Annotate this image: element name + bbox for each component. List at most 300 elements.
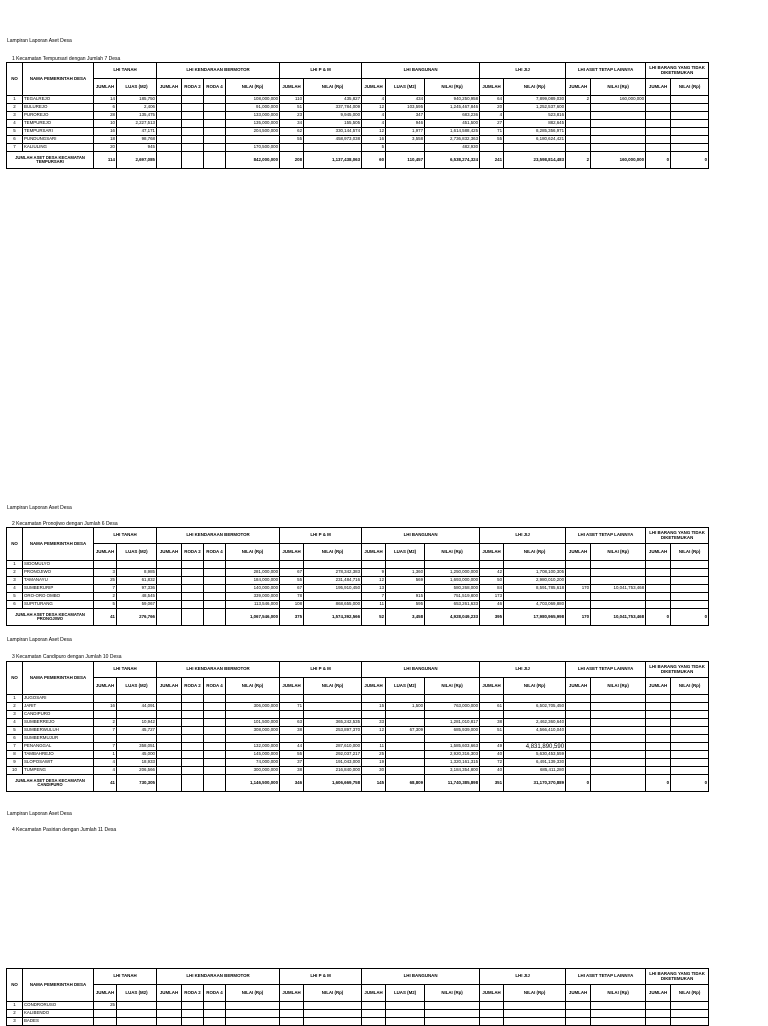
table-cell: [504, 1010, 566, 1018]
total-cell: 6,538,274,324: [425, 152, 480, 169]
table-cell: [591, 569, 646, 577]
table-cell: [204, 104, 226, 112]
table-cell: TEGALREJO: [23, 96, 94, 104]
table-cell: [386, 585, 425, 593]
table-cell: [566, 727, 591, 735]
table-cell: 40: [480, 751, 504, 759]
table-cell: [362, 1018, 386, 1026]
table-cell: CONDRORUSO: [23, 1002, 94, 1010]
table-cell: [362, 1002, 386, 1010]
table-cell: [157, 112, 182, 120]
header-col: JUMLAH: [94, 79, 117, 96]
table-cell: 133,000,000: [226, 112, 280, 120]
table-cell: 4: [7, 585, 23, 593]
table-cell: [671, 759, 709, 767]
table-cell: [182, 144, 204, 152]
header-col: NILAI (Rp): [671, 985, 709, 1002]
section-1-heading: Lampiran Laporan Aset Desa: [7, 38, 72, 44]
table-cell: [204, 577, 226, 585]
total-cell: 0: [671, 152, 709, 169]
table-cell: [226, 1010, 280, 1018]
table-cell: 84: [480, 585, 504, 593]
table-cell: [204, 136, 226, 144]
header-col: NILAI (Rp): [226, 678, 280, 695]
table-cell: 9: [7, 759, 23, 767]
table-cell: 1,245,467,846: [425, 104, 480, 112]
table-cell: [671, 1018, 709, 1026]
table-cell: 16: [94, 703, 117, 711]
table-cell: 37: [280, 759, 304, 767]
table-cell: [646, 112, 671, 120]
table-row: [7, 743, 709, 751]
table-cell: 44,091: [117, 703, 157, 711]
table-cell: 55: [280, 136, 304, 144]
header-group: LHI BANGUNAN: [362, 662, 480, 678]
table-cell: [204, 767, 226, 775]
total-cell: [204, 152, 226, 169]
table-cell: 4: [94, 767, 117, 775]
table-cell: [646, 561, 671, 569]
header-group: LHI BARANG YANG TIDAK DIKETEMUKAN: [646, 63, 709, 79]
table-cell: [671, 743, 709, 751]
total-cell: 395: [480, 609, 504, 626]
table-cell: [480, 1002, 504, 1010]
table-cell: 4: [362, 96, 386, 104]
header-col: NILAI (Rp): [425, 985, 480, 1002]
table-cell: 12: [362, 727, 386, 735]
table-cell: [591, 136, 646, 144]
table-cell: [182, 136, 204, 144]
header-col: JUMLAH: [280, 79, 304, 96]
total-cell: [591, 775, 646, 792]
table-cell: [157, 1018, 182, 1026]
table-cell: [480, 711, 504, 719]
total-cell: 2: [566, 152, 591, 169]
table-cell: [204, 585, 226, 593]
table-cell: 71: [480, 128, 504, 136]
total-cell: 0: [671, 775, 709, 792]
table-cell: [280, 1010, 304, 1018]
table-cell: 7: [362, 593, 386, 601]
table-cell: 45,727: [117, 727, 157, 735]
table-cell: [182, 585, 204, 593]
table-cell: [204, 727, 226, 735]
table-candipuro: [6, 661, 709, 792]
table-cell: 4: [94, 759, 117, 767]
table-cell: SUMBERURIP: [23, 585, 94, 593]
total-row: [7, 152, 709, 169]
table-cell: 868,655,000: [304, 601, 362, 609]
table-cell: [182, 120, 204, 128]
table-cell: 10,041,753,468: [591, 585, 646, 593]
table-cell: [182, 112, 204, 120]
table-cell: [480, 1018, 504, 1026]
table-cell: [204, 561, 226, 569]
table-cell: [646, 743, 671, 751]
table-cell: 170: [566, 585, 591, 593]
header-group: LHI P & M: [280, 662, 362, 678]
table-cell: [117, 1002, 157, 1010]
table-cell: 595: [386, 601, 425, 609]
header-col: JUMLAH: [566, 985, 591, 1002]
table-cell: [280, 1018, 304, 1026]
table-cell: 59,067: [117, 601, 157, 609]
header-col: RODA 2: [182, 544, 204, 561]
header-col: NILAI (Rp): [226, 79, 280, 96]
table-cell: 97,336: [117, 585, 157, 593]
table-cell: 18,933: [117, 759, 157, 767]
header-col: JUMLAH: [646, 79, 671, 96]
header-col: LUAS (M2): [386, 79, 425, 96]
table-cell: [182, 577, 204, 585]
header-group: LHI P & M: [280, 63, 362, 79]
table-cell: 46: [480, 601, 504, 609]
table-cell: [182, 1018, 204, 1026]
table-cell: [646, 120, 671, 128]
section-4-title: 4 Kecamatan Pasirian dengan Jumlah 11 Desa: [12, 827, 117, 833]
table-cell: 685,411,280: [504, 767, 566, 775]
table-cell: 6,180,624,421: [504, 136, 566, 144]
table-cell: 2,227,513: [117, 120, 157, 128]
header-col: NILAI (Rp): [591, 985, 646, 1002]
header-col: RODA 2: [182, 79, 204, 96]
header-col: NILAI (Rp): [425, 79, 480, 96]
header-group: LHI JIJ: [480, 528, 566, 544]
table-cell: [204, 1002, 226, 1010]
table-cell: 5,630,453,559: [504, 751, 566, 759]
table-cell: [566, 128, 591, 136]
header-col: JUMLAH: [480, 79, 504, 96]
section-3-heading: Lampiran Laporan Aset Desa: [7, 637, 72, 643]
table-cell: 8,591,785,618: [504, 585, 566, 593]
table-cell: 6: [7, 601, 23, 609]
table-cell: [204, 96, 226, 104]
table-pasirian: [6, 968, 709, 1026]
table-cell: [117, 711, 157, 719]
header-group: LHI BARANG YANG TIDAK DIKETEMUKAN: [646, 969, 709, 985]
table-cell: 339,000,000: [226, 593, 280, 601]
table-cell: 25: [94, 577, 117, 585]
table-cell: [566, 112, 591, 120]
header-col: JUMLAH: [157, 985, 182, 1002]
table-row: [7, 569, 709, 577]
table-cell: [280, 561, 304, 569]
table-cell: [646, 751, 671, 759]
table-cell: 945: [117, 144, 157, 152]
table-cell: [566, 767, 591, 775]
table-cell: [182, 743, 204, 751]
header-col: JUMLAH: [646, 985, 671, 1002]
table-cell: 49: [480, 743, 504, 751]
table-cell: 184,000,000: [226, 577, 280, 585]
table-cell: 44: [280, 743, 304, 751]
header-col: JUMLAH: [280, 544, 304, 561]
header-group: LHI KENDARAAN BERMOTOR: [157, 662, 280, 678]
total-cell: 346: [280, 775, 304, 792]
table-cell: [671, 751, 709, 759]
table-cell: [182, 767, 204, 775]
table-cell: [304, 735, 362, 743]
total-cell: 375: [280, 609, 304, 626]
header-nama-desa: NAMA PEMERINTAH DESA: [23, 528, 94, 561]
header-col: NILAI (Rp): [504, 544, 566, 561]
table-cell: 18: [94, 136, 117, 144]
total-cell: 68,809: [386, 775, 425, 792]
table-cell: [157, 767, 182, 775]
table-cell: [304, 593, 362, 601]
table-cell: [386, 719, 425, 727]
table-cell: [117, 695, 157, 703]
table-cell: [204, 711, 226, 719]
table-cell: [182, 561, 204, 569]
table-cell: [182, 96, 204, 104]
table-cell: 8,285,356,971: [504, 128, 566, 136]
header-col: LUAS (M2): [117, 79, 157, 96]
table-cell: 7: [94, 727, 117, 735]
table-cell: [304, 1018, 362, 1026]
table-cell: [591, 561, 646, 569]
table-cell: [480, 144, 504, 152]
table-cell: [386, 1010, 425, 1018]
table-cell: [671, 144, 709, 152]
table-cell: [566, 104, 591, 112]
table-cell: 216,840,000: [304, 767, 362, 775]
table-cell: [671, 735, 709, 743]
table-cell: [671, 136, 709, 144]
header-group: LHI ASET TETAP LAINNYA: [566, 662, 646, 678]
table-cell: 1,281,010,817: [425, 719, 480, 727]
table-cell: [425, 1002, 480, 1010]
section-2-title: 2 Kecamatan Pronojiwo dengan Jumlah 6 Desa: [12, 521, 118, 527]
table-cell: 1,250,000,000: [425, 569, 480, 577]
table-cell: [226, 136, 280, 144]
table-cell: [182, 719, 204, 727]
table-cell: 132,000,000: [226, 743, 280, 751]
table-cell: 25: [94, 1002, 117, 1010]
table-cell: TEMPURSARI: [23, 128, 94, 136]
table-cell: [226, 1002, 280, 1010]
table-cell: 170,500,000: [226, 144, 280, 152]
table-cell: 1: [7, 561, 23, 569]
table-cell: [591, 104, 646, 112]
header-group: LHI ASET TETAP LAINNYA: [566, 969, 646, 985]
table-cell: 306,000,000: [226, 703, 280, 711]
total-label: JUMLAH ASET DESA KECAMATAN TEMPURSARI: [7, 152, 94, 169]
table-cell: 365,242,535: [304, 719, 362, 727]
table-cell: TUMPENG: [23, 767, 94, 775]
header-col: JUMLAH: [480, 985, 504, 1002]
table-cell: [566, 601, 591, 609]
table-cell: 1,360: [386, 569, 425, 577]
table-cell: 30: [362, 767, 386, 775]
table-cell: 3: [94, 569, 117, 577]
table-cell: SLOPOSAWIT: [23, 759, 94, 767]
table-tempursari: [6, 62, 709, 169]
table-cell: [425, 1010, 480, 1018]
table-cell: 4: [362, 120, 386, 128]
table-cell: 6: [94, 104, 117, 112]
table-cell: [182, 711, 204, 719]
table-cell: [646, 759, 671, 767]
table-cell: [157, 96, 182, 104]
header-col: JUMLAH: [157, 678, 182, 695]
table-cell: 253,897,370: [304, 727, 362, 735]
total-cell: 842,000,000: [226, 152, 280, 169]
table-cell: [117, 735, 157, 743]
table-cell: 292,037,217: [304, 751, 362, 759]
table-cell: [386, 767, 425, 775]
total-cell: 0: [646, 609, 671, 626]
table-cell: [157, 711, 182, 719]
table-cell: PRONOJIWO: [23, 569, 94, 577]
total-cell: 0: [566, 775, 591, 792]
table-cell: 135,475: [117, 112, 157, 120]
header-col: NILAI (Rp): [304, 79, 362, 96]
table-cell: 2: [7, 569, 23, 577]
table-cell: [671, 577, 709, 585]
table-cell: [671, 695, 709, 703]
header-group: LHI BARANG YANG TIDAK DIKETEMUKAN: [646, 528, 709, 544]
total-cell: [157, 152, 182, 169]
table-cell: [386, 1018, 425, 1026]
table-cell: [386, 711, 425, 719]
header-group: LHI P & M: [280, 969, 362, 985]
table-row: [7, 703, 709, 711]
table-cell: 108: [280, 601, 304, 609]
table-cell: 1,252,537,600: [504, 104, 566, 112]
total-cell: 276,766: [117, 609, 157, 626]
table-cell: [566, 719, 591, 727]
table-cell: [504, 711, 566, 719]
table-cell: [671, 767, 709, 775]
table-cell: 48,545: [117, 593, 157, 601]
table-cell: 204,500,000: [226, 128, 280, 136]
table-cell: 55: [280, 577, 304, 585]
table-cell: [646, 711, 671, 719]
table-cell: 2: [566, 96, 591, 104]
table-cell: PENANGGAL: [23, 743, 94, 751]
table-row: [7, 1018, 709, 1026]
table-row: [7, 577, 709, 585]
table-cell: [94, 711, 117, 719]
table-cell: BADES: [23, 1018, 94, 1026]
total-cell: [182, 775, 204, 792]
table-cell: 2,736,832,363: [425, 136, 480, 144]
table-cell: [504, 561, 566, 569]
table-row: [7, 719, 709, 727]
table-cell: 63: [280, 719, 304, 727]
table-row: [7, 120, 709, 128]
table-cell: 330,144,574: [304, 128, 362, 136]
header-no: NO: [7, 528, 23, 561]
table-cell: [566, 743, 591, 751]
table-cell: 2: [94, 593, 117, 601]
total-cell: 145: [362, 775, 386, 792]
table-row: [7, 1010, 709, 1018]
table-cell: 6: [7, 735, 23, 743]
header-col: JUMLAH: [480, 544, 504, 561]
table-cell: [280, 144, 304, 152]
table-cell: 28: [94, 112, 117, 120]
table-cell: 160,000,000: [591, 96, 646, 104]
table-cell: 1,977: [386, 128, 425, 136]
total-cell: 3,458: [386, 609, 425, 626]
header-col: JUMLAH: [94, 544, 117, 561]
table-cell: SUMBERMUJUR: [23, 735, 94, 743]
table-cell: 3: [7, 711, 23, 719]
table-cell: [646, 593, 671, 601]
header-col: JUMLAH: [280, 678, 304, 695]
table-cell: [646, 1002, 671, 1010]
table-cell: 55: [280, 751, 304, 759]
table-cell: [480, 735, 504, 743]
header-col: JUMLAH: [566, 544, 591, 561]
table-cell: [671, 1010, 709, 1018]
table-cell: 33: [362, 719, 386, 727]
table-cell: 1,500: [386, 703, 425, 711]
table-row: [7, 144, 709, 152]
table-cell: 946: [386, 120, 425, 128]
table-cell: [425, 711, 480, 719]
table-cell: PUNDUNGSARI: [23, 136, 94, 144]
header-col: LUAS (M2): [117, 544, 157, 561]
table-cell: [280, 735, 304, 743]
table-cell: [157, 751, 182, 759]
table-row: [7, 128, 709, 136]
header-col: JUMLAH: [362, 678, 386, 695]
table-cell: 751,519,800: [425, 593, 480, 601]
table-cell: 2: [7, 1010, 23, 1018]
table-cell: 145,000,000: [226, 751, 280, 759]
table-cell: 523,816: [504, 112, 566, 120]
table-cell: 91,000,000: [226, 104, 280, 112]
table-cell: [646, 136, 671, 144]
table-cell: [304, 695, 362, 703]
table-cell: 38: [480, 719, 504, 727]
table-cell: [157, 703, 182, 711]
table-cell: [671, 569, 709, 577]
table-cell: 20: [480, 104, 504, 112]
table-cell: [157, 120, 182, 128]
total-cell: 170: [566, 609, 591, 626]
table-cell: 2: [7, 104, 23, 112]
table-cell: [204, 120, 226, 128]
header-col: NILAI (Rp): [671, 678, 709, 695]
table-cell: [204, 735, 226, 743]
header-col: JUMLAH: [362, 79, 386, 96]
table-cell: [157, 695, 182, 703]
table-cell: 206,566: [117, 767, 157, 775]
section-1-title: 1 Kecamatan Tempursari dengan Jumlah 7 Desa: [12, 56, 121, 62]
table-cell: 155,505: [304, 120, 362, 128]
table-row: [7, 1002, 709, 1010]
table-cell: [362, 735, 386, 743]
table-cell: 10,942: [117, 719, 157, 727]
table-pronojiwo: [6, 527, 709, 626]
table-cell: [671, 719, 709, 727]
total-label: JUMLAH ASET DESA KECAMATAN PRONOJIWO: [7, 609, 94, 626]
table-cell: 4: [362, 112, 386, 120]
table-cell: 8: [7, 751, 23, 759]
table-cell: 569: [386, 577, 425, 585]
total-cell: 241: [480, 152, 504, 169]
table-cell: [591, 743, 646, 751]
table-cell: [204, 128, 226, 136]
table-cell: [671, 585, 709, 593]
table-cell: [204, 144, 226, 152]
table-cell: [671, 112, 709, 120]
header-col: RODA 4: [204, 678, 226, 695]
